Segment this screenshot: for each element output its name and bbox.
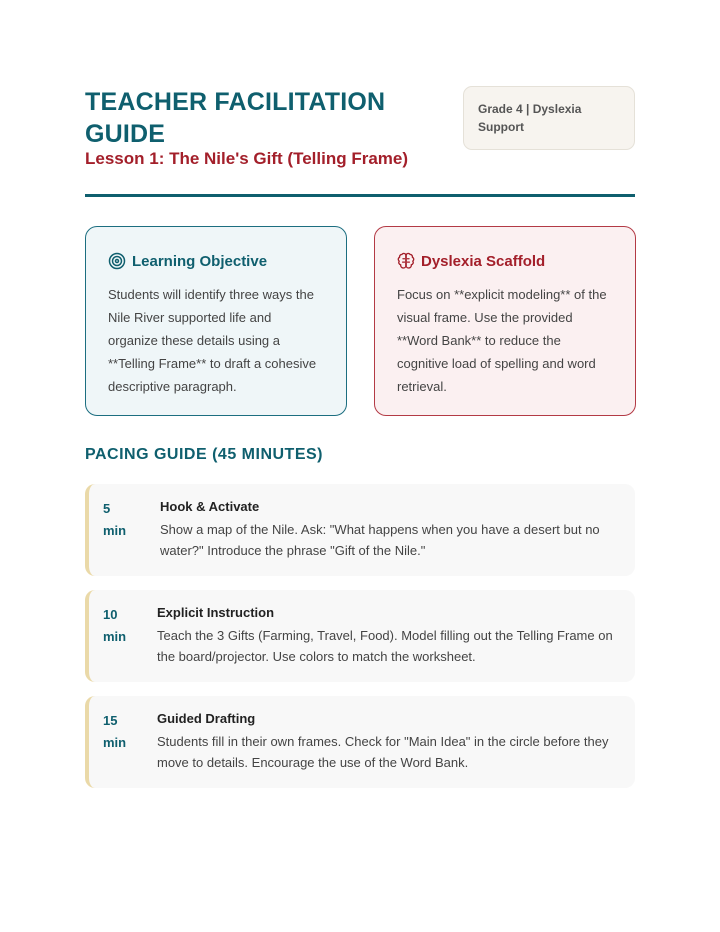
pacing-minutes: 10 bbox=[103, 607, 118, 622]
pacing-item bbox=[85, 696, 635, 788]
pacing-item-title: Explicit Instruction bbox=[157, 605, 275, 620]
learning-objective-header bbox=[108, 251, 324, 271]
pacing-unit: min bbox=[103, 523, 127, 538]
learning-objective-card bbox=[85, 226, 347, 416]
dyslexia-scaffold-text: Focus on **explicit modeling** of the visual frame. Use the provided **Word Bank** to reduce the cognitive load of spelling and word retrieval. bbox=[397, 287, 607, 394]
dyslexia-scaffold-title: Dyslexia Scaffold bbox=[421, 252, 546, 270]
learning-objective-text: Students will identify three ways the Nile River supported life and organize these details using a **Telling Frame** to draft a cohesive descriptive paragraph. bbox=[108, 287, 317, 394]
pacing-item bbox=[85, 484, 635, 576]
pacing-time bbox=[103, 498, 143, 542]
pacing-item-title: Hook & Activate bbox=[160, 499, 260, 514]
pacing-content bbox=[157, 603, 615, 667]
pacing-item bbox=[85, 590, 635, 682]
pacing-item-title: Guided Drafting bbox=[157, 711, 256, 726]
pacing-unit: min bbox=[103, 629, 127, 644]
header-divider bbox=[85, 194, 635, 197]
pacing-unit: min bbox=[103, 735, 127, 750]
pacing-item-description: Teach the 3 Gifts (Farming, Travel, Food). Model filling out the Telling Frame on the board/projector. Use colors to match the worksheet. bbox=[157, 628, 613, 664]
pacing-time bbox=[103, 710, 143, 754]
dyslexia-scaffold-card bbox=[374, 226, 636, 416]
pacing-minutes: 15 bbox=[103, 713, 118, 728]
page-subtitle: Lesson 1: The Nile's Gift (Telling Frame) bbox=[85, 149, 408, 168]
pacing-item-description: Students fill in their own frames. Check for "Main Idea" in the circle before they move to details. Encourage the use of the Word Bank. bbox=[157, 734, 609, 770]
pacing-content bbox=[160, 497, 615, 561]
header bbox=[85, 86, 635, 196]
pacing-minutes: 5 bbox=[103, 501, 111, 516]
grade-badge: Grade 4 | Dyslexia Support bbox=[463, 86, 635, 150]
pacing-content bbox=[157, 709, 615, 773]
dyslexia-scaffold-header bbox=[397, 251, 613, 271]
page-title: TEACHER FACILITATION GUIDE bbox=[85, 88, 386, 148]
pacing-time bbox=[103, 604, 143, 648]
pacing-guide-title: PACING GUIDE (45 MINUTES) bbox=[85, 446, 323, 463]
pacing-item-description: Show a map of the Nile. Ask: "What happens when you have a desert but no water?" Introduce the phrase "Gift of the Nile." bbox=[160, 522, 600, 558]
brain-icon bbox=[397, 252, 415, 270]
learning-objective-title: Learning Objective bbox=[132, 252, 268, 270]
target-icon bbox=[108, 252, 126, 270]
